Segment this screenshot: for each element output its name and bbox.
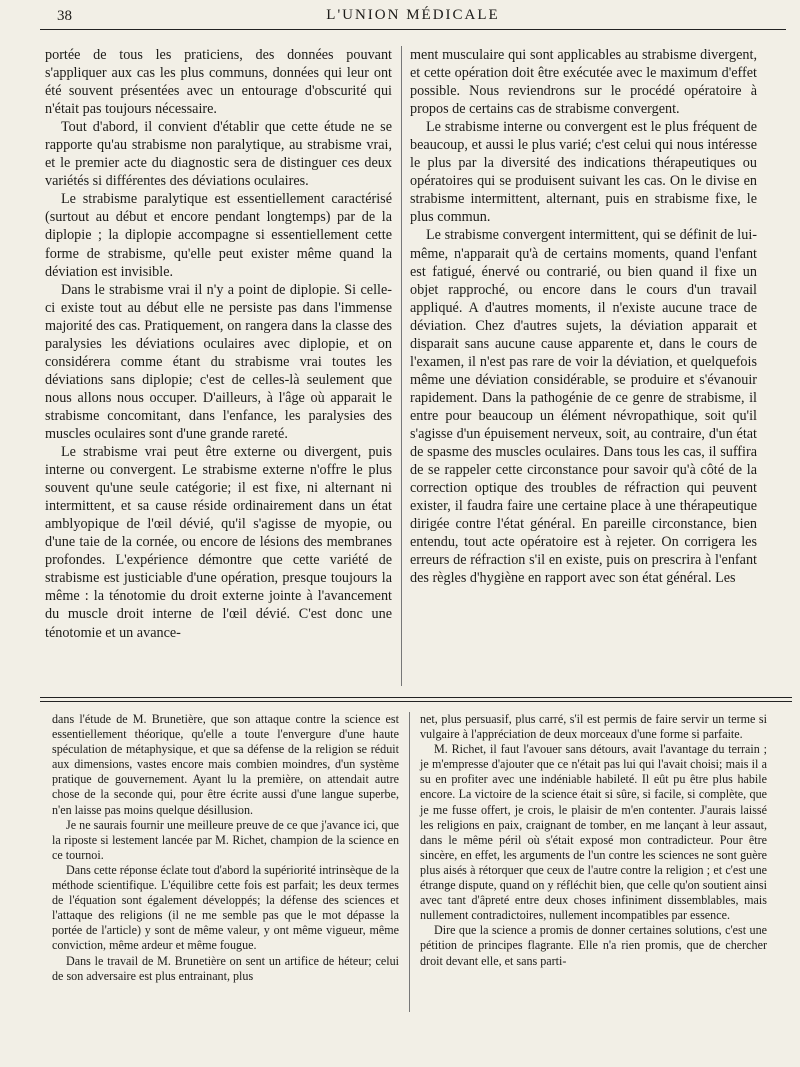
feuilleton-paragraph: Dans cette réponse éclate tout d'abord la supériorité intrinsèque de la méthode scientifique. L'équilibre cette fois est parfait; les deux termes de l'équation sont également développés; la défense des sciences et l'attaque des religions (il ne me semble pas que le mot dépasse la portée de l'article) y sont de même valeur, y ont même vigueur, même conviction, même ardeur et même fougue. — [52, 862, 399, 953]
feuilleton-column-divider — [409, 712, 410, 1012]
article-paragraph: Le strabisme paralytique est essentiellement caractérisé (surtout au début et encore pendant longtemps) par de la diplopie ; la diplopie accompagne si essentiellement cette forme de strabisme, qu'elle peut exister même quand la déviation est invisible. — [45, 191, 392, 280]
article-paragraph: Le strabisme vrai peut être externe ou divergent, puis interne ou convergent. Le strabisme externe n'offre le plus souvent qu'une seule catégorie; il est fixe, ni alternant ni intermittent, et sa cause réside ordinairement dans un état amblyopique de l'œil dévié, qu'il s'agisse de myopie, ou d'une taie de la cornée, ou encore de lésions des membranes profondes. L'expérience démontre que cette variété de strabisme est justiciable d'une opération, presque toujours la même : la ténotomie du droit externe jointe à l'avancement du muscle droit interne de l'œil dévié. C'est donc une ténotomie et un avance- — [45, 444, 392, 641]
article-paragraph: ment musculaire qui sont applicables au strabisme divergent, et cette opération doit être exécutée avec le maximum d'effet possible. Nous reviendrons sur le procédé opératoire à propos de certains cas de strabisme convergent. — [410, 47, 757, 118]
article-paragraph: Le strabisme interne ou convergent est le plus fréquent de beaucoup, et aussi le plus varié; c'est celui qui nous intéresse le plus par la diversité des indications thérapeutiques ou opératoires qui se produisent suivant les cas. On le divise en strabisme intermittent, alternant, puis en strabisme fixe, le plus commun. — [410, 119, 757, 226]
feuilleton-right-column — [420, 712, 767, 969]
feuilleton-paragraph: Dire que la science a promis de donner certaines solutions, c'est une pétition de principes flagrante. Elle n'a rien promis, que de chercher droit devant elle, et sans parti- — [420, 923, 767, 968]
article-paragraph: Tout d'abord, il convient d'établir que cette étude ne se rapporte qu'au strabisme non paralytique, au strabisme vrai, et le premier acte du diagnostic sera de distinguer ces deux variétés si différentes des déviations oculaires. — [45, 119, 392, 190]
feuilleton-paragraph: net, plus persuasif, plus carré, s'il est permis de faire servir un terme si vulgaire à l'appréciation de deux morceaux d'une forme si parfaite. — [420, 712, 767, 742]
column-divider — [401, 46, 402, 686]
article-right-column — [410, 46, 757, 587]
feuilleton-paragraph: M. Richet, il faut l'avouer sans détours, avait l'avantage du terrain ; je m'empresse d'ajouter que ce n'était pas lui qui l'avait choisi; mais il a su en profiter avec une indéniable habileté. Il eût pu être plus habile encore. La victoire de la science était si sûre, si facile, si complète, que je me fusse offert, je crois, le plaisir de m'en contenter. J'aurais laissé les religions en paix, craignant de tomber, en me lançant à leur assaut, dans le même péril où s'était exposé mon contradicteur. Pour être sincère, en effet, les arguments de l'un contre les sciences ne sont guère plus aisés à rétorquer que ceux de l'autre contre la religion ; et c'est une étrange dispute, quand on y réfléchit bien, que celle qu'on soutient ainsi avec tant d'âpreté entre deux choses infiniment dissemblables, mais nullement contradictoires, nullement incompatibles par essence. — [420, 742, 767, 923]
feuilleton-rule-top — [40, 697, 792, 698]
feuilleton-left-column — [52, 712, 399, 984]
journal-title: L'UNION MÉDICALE — [326, 7, 500, 23]
header-rule — [40, 29, 786, 30]
page-number: 38 — [57, 8, 72, 24]
article-left-column — [45, 46, 392, 642]
feuilleton-paragraph: Je ne saurais fournir une meilleure preuve de ce que j'avance ici, que la riposte si lestement lancée par M. Richet, champion de la science en ce tournoi. — [52, 817, 399, 862]
article-paragraph: portée de tous les praticiens, des données pouvant s'appliquer aux cas les plus communs, données qui leur ont été souvent présentées avec un entourage d'obscurité qui n'était pas toujours nécessaire. — [45, 47, 392, 118]
page-header — [40, 4, 786, 28]
feuilleton-paragraph: Dans le travail de M. Brunetière on sent un artifice de héteur; celui de son adversaire est plus entrainant, plus — [52, 953, 399, 983]
article-paragraph: Le strabisme convergent intermittent, qui se définit de lui-même, n'apparait qu'à de certains moments, quand l'enfant est fatigué, énervé ou contrarié, ou bien quand il fixe un objet rapproché, ou encore dans le cours d'un travail appliqué. A d'autres moments, il n'existe aucune trace de déviation. Chez d'autres sujets, la déviation apparait et disparait sans aucune cause apparente et, dans le cours de l'examen, il n'est pas rare de voir la déviation, et quelquefois même une déviation considérable, se produire et s'évanouir rapidement. Dans la pathogénie de ce genre de strabisme, il entre pour beaucoup un élément névropathique, soit qu'il s'agisse d'un épuisement nerveux, soit, au contraire, d'un état de spasme des muscles oculaires. Dans tous les cas, il suffira de se rappeler cette circonstance pour savoir qu'à côté de la correction optique des troubles de réfraction qui peuvent exister, il faudra faire une certaine place à une thérapeutique dirigée contre l'état général. En pareille circonstance, bien entendu, tout acte opératoire est à rejeter. On corrigera les erreurs de réfraction s'il en existe, puis on prescrira à l'enfant des règles d'hygiène en rapport avec son état général. Les — [410, 227, 757, 587]
article-paragraph: Dans le strabisme vrai il n'y a point de diplopie. Si celle-ci existe tout au début elle ne persiste pas dans l'immense majorité des cas. Pratiquement, on rangera dans la classe des paralysies les déviations oculaires avec diplopie, et on considérera comme étant du strabisme vrai toutes les déviations sans diplopie; c'est de celles-là seulement que nous allons nous occuper. D'ailleurs, à l'âge où apparait le strabisme concomitant, dans l'enfance, les paralysies des muscles oculaires sont d'une grande rareté. — [45, 281, 392, 442]
feuilleton-paragraph: dans l'étude de M. Brunetière, que son attaque contre la science est essentiellement théorique, qu'elle a toute l'envergure d'une haute spéculation de métaphysique, et que sa défense de la religion se réduit aux dimensions, vastes encore mais combien moindres, d'un système pratique de gouvernement. Ayant lu la première, on attendait autre chose de la seconde qui, pour être écrite aussi d'une langue superbe, n'en laisse pas moins quelque désillusion. — [52, 712, 399, 817]
feuilleton-rule-bottom — [40, 701, 792, 702]
